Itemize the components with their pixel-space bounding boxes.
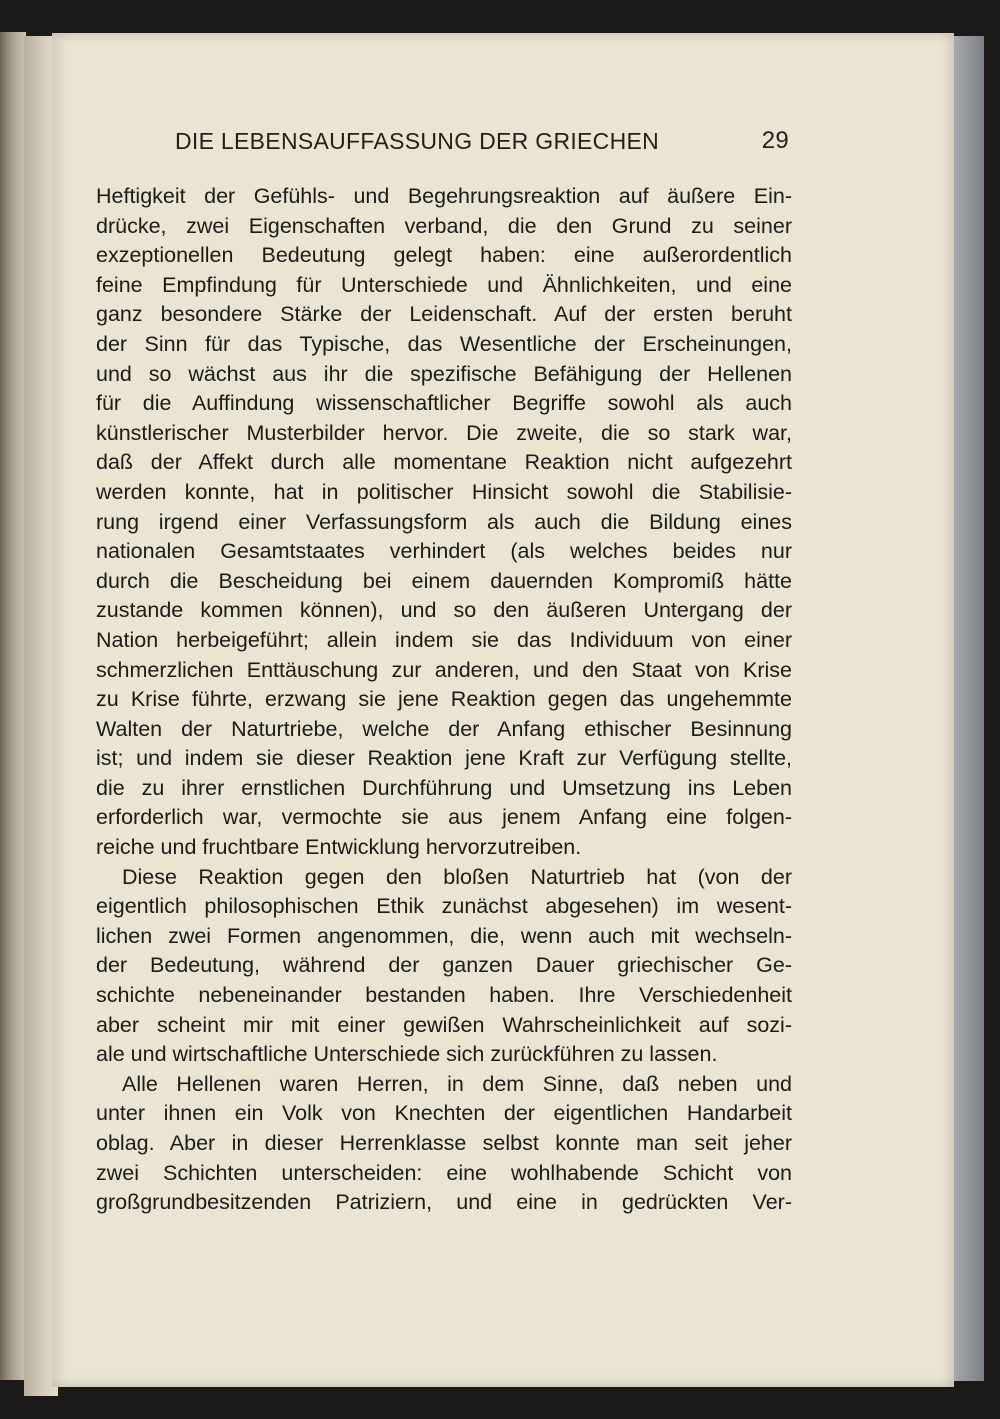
paragraph <box>96 863 792 1070</box>
book-cover-edge <box>954 36 984 1381</box>
previous-page-edge <box>0 32 26 1380</box>
text-line: schichte nebeneinander bestanden haben. Ihre Verschiedenheit <box>96 983 792 1008</box>
paragraph <box>96 1070 792 1218</box>
text-line: der Bedeutung, während der ganzen Dauer griechischer Ge- <box>96 953 792 978</box>
text-line: nationalen Gesamtstaates verhindert (als welches beides nur <box>96 539 792 564</box>
text-line: künstlerischer Musterbilder hervor. Die zweite, die so stark war, <box>96 420 792 445</box>
text-line: eigentlich philosophischen Ethik zunächst abgesehen) im wesent- <box>96 894 792 919</box>
text-line: feine Empfindung für Unterschiede und Ähnlichkeiten, und eine <box>96 272 792 297</box>
text-line: für die Auffindung wissenschaftlicher Begriffe sowohl als auch <box>96 391 792 416</box>
text-line: großgrundbesitzenden Patriziern, und eine in gedrückten Ver- <box>96 1190 792 1215</box>
text-line: Diese Reaktion gegen den bloßen Naturtrieb hat (von der <box>122 864 792 889</box>
body-text <box>96 182 792 1218</box>
text-line: reiche und fruchtbare Entwicklung hervorzutreiben. <box>96 835 582 860</box>
text-line: Alle Hellenen waren Herren, in dem Sinne, daß neben und <box>122 1071 792 1096</box>
text-line: aber scheint mir mit einer gewißen Wahrscheinlichkeit auf sozi- <box>96 1012 792 1037</box>
page-number: 29 <box>761 127 789 154</box>
text-line: schmerzlichen Enttäuschung zur anderen, und den Staat von Krise <box>96 657 792 682</box>
paragraph <box>96 182 792 863</box>
text-line: zu Krise führte, erzwang sie jene Reaktion gegen das ungehemmte <box>96 687 792 712</box>
text-line: zwei Schichten unterscheiden: eine wohlhabende Schicht von <box>96 1160 792 1185</box>
text-line: durch die Bescheidung bei einem dauernden Kompromiß hätte <box>96 568 792 593</box>
text-line: daß der Affekt durch alle momentane Reaktion nicht aufgezehrt <box>96 450 792 475</box>
text-line: der Sinn für das Typische, das Wesentliche der Erscheinungen, <box>96 331 792 356</box>
text-line: ganz besondere Stärke der Leidenschaft. Auf der ersten beruht <box>96 302 792 327</box>
text-line: die zu ihrer ernstlichen Durchführung und Umsetzung ins Leben <box>96 775 792 800</box>
text-line: unter ihnen ein Volk von Knechten der eigentlichen Handarbeit <box>96 1101 792 1126</box>
text-line: exzeptionellen Bedeutung gelegt haben: eine außerordentlich <box>96 243 792 268</box>
text-line: lichen zwei Formen angenommen, die, wenn auch mit wechseln- <box>96 923 792 948</box>
running-head <box>123 124 791 164</box>
text-line: Walten der Naturtriebe, welche der Anfang ethischer Besinnung <box>96 716 792 741</box>
text-line: erforderlich war, vermochte sie aus jenem Anfang eine folgen- <box>96 805 792 830</box>
text-line: ist; und indem sie dieser Reaktion jene Kraft zur Verfügung stellte, <box>96 746 792 771</box>
text-line: Nation herbeigeführt; allein indem sie das Individuum von einer <box>96 627 792 652</box>
text-line: ale und wirtschaftliche Unterschiede sich zurückführen zu lassen. <box>96 1042 718 1067</box>
text-line: zustande kommen können), und so den äußeren Untergang der <box>96 598 792 623</box>
text-line: und so wächst aus ihr die spezifische Befähigung der Hellenen <box>96 361 792 386</box>
text-line: Heftigkeit der Gefühls- und Begehrungsreaktion auf äußere Ein- <box>96 184 792 208</box>
chapter-title: DIE LEBENSAUFFASSUNG DER GRIECHEN <box>175 128 660 154</box>
text-line: werden konnte, hat in politischer Hinsicht sowohl die Stabilisie- <box>96 479 792 504</box>
text-line: oblag. Aber in dieser Herrenklasse selbst konnte man seit jeher <box>96 1131 792 1155</box>
text-line: drücke, zwei Eigenschaften verband, die den Grund zu seiner <box>96 213 792 238</box>
text-line: rung irgend einer Verfassungsform als auch die Bildung eines <box>96 509 792 534</box>
